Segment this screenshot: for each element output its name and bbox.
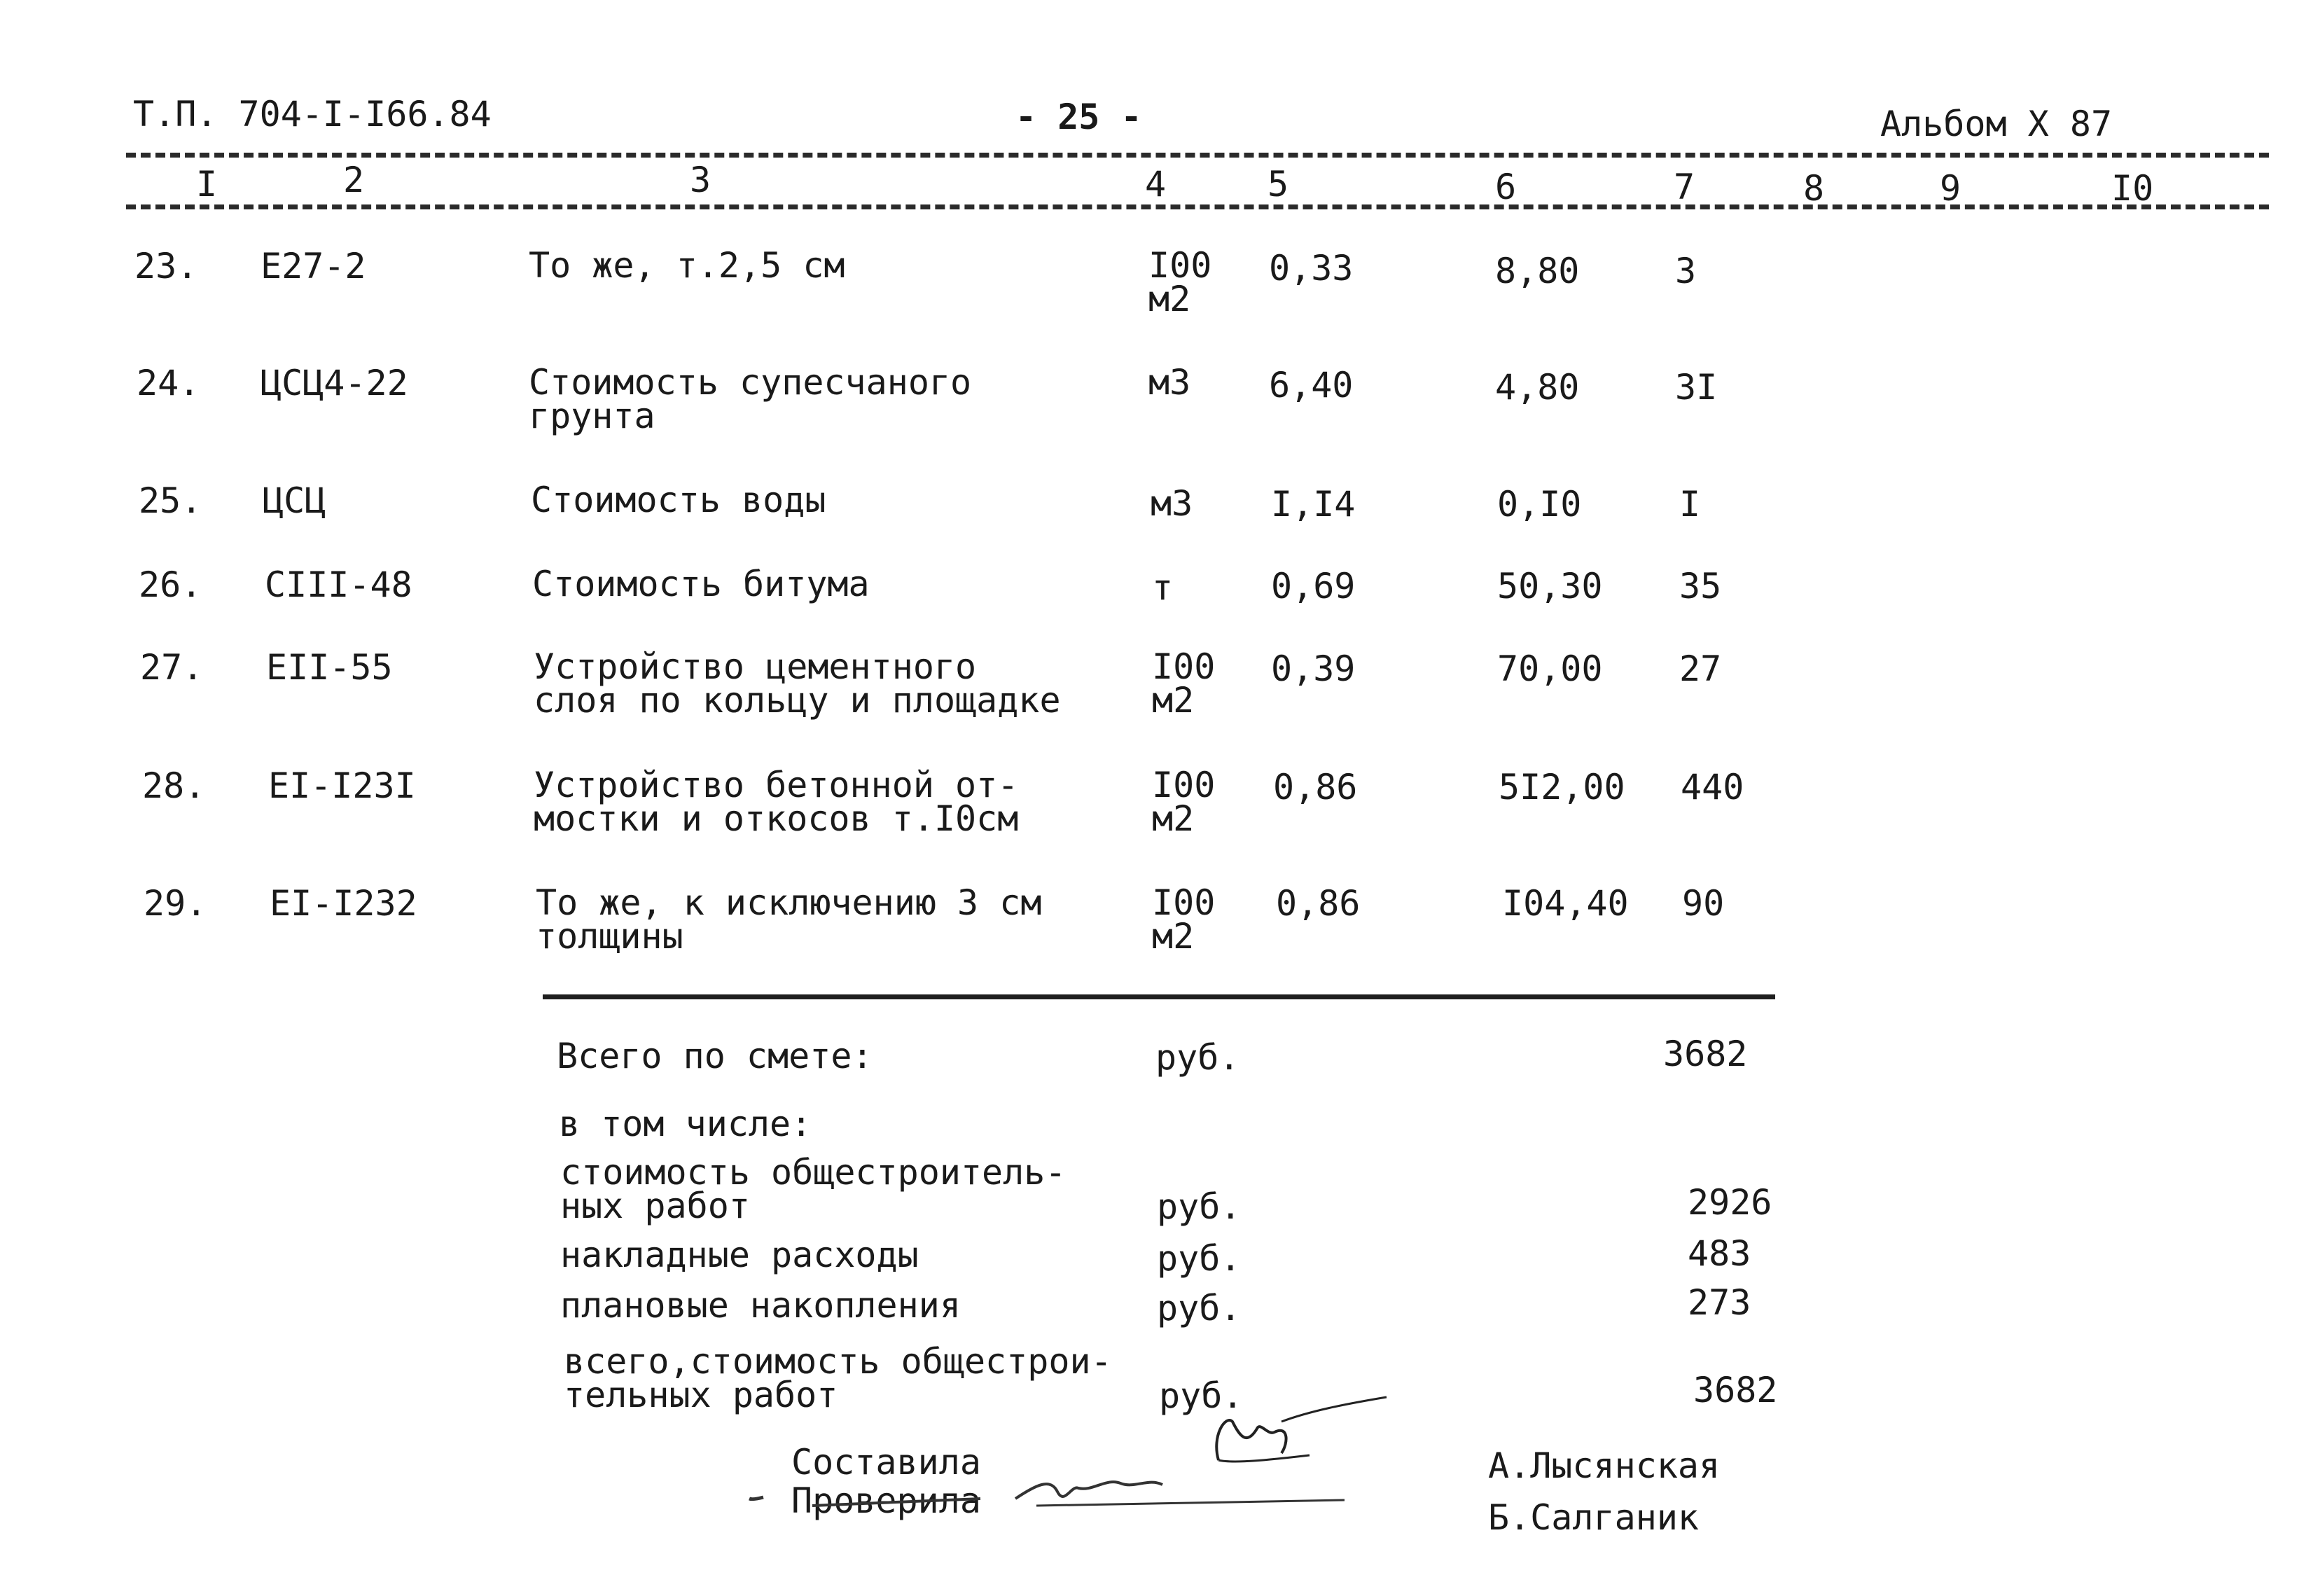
row-number: 26. (139, 564, 202, 605)
unit: I00 м2 (1152, 646, 1216, 721)
summary-item-label: накладные расходы (560, 1235, 919, 1275)
summary-item-label: всего,стоимость общестрои- тельных работ (564, 1341, 1112, 1415)
row-number: 23. (134, 246, 198, 286)
column-number: 2 (343, 160, 365, 200)
rate-code: E27-2 (261, 246, 366, 286)
column-number: 7 (1674, 167, 1695, 207)
quantity: 0,33 (1269, 248, 1354, 289)
checked-by-label: Проверила (791, 1480, 981, 1521)
row-number: 25. (139, 480, 202, 521)
row-number: 27. (140, 647, 204, 688)
total-cost: 440 (1681, 767, 1744, 807)
header-divider-top (126, 153, 2269, 158)
column-number: 8 (1803, 168, 1825, 209)
work-description: Стоимость битума (532, 564, 870, 604)
quantity: 0,86 (1276, 883, 1361, 924)
unit-price: 70,00 (1497, 648, 1603, 689)
column-number: I (196, 164, 218, 204)
total-cost: 3I (1675, 367, 1718, 408)
summary-item-value: 2926 (1688, 1182, 1772, 1223)
quantity: I,I4 (1271, 484, 1356, 525)
rate-code: EI-I232 (270, 883, 417, 924)
column-number: 9 (1940, 168, 1961, 209)
column-number: I0 (2111, 168, 2154, 209)
unit-price: 4,80 (1495, 367, 1580, 408)
quantity: 0,39 (1271, 648, 1356, 689)
summary-item-value: 3682 (1693, 1370, 1778, 1410)
work-description: Стоимость супесчаного грунта (529, 362, 972, 436)
page-number: - 25 - (1015, 97, 1142, 137)
unit: м3 (1151, 483, 1193, 524)
total-cost: 35 (1679, 566, 1722, 606)
rate-code: ЦСЦ (263, 480, 326, 521)
row-number: 29. (144, 883, 207, 924)
checked-by-name: Б.Салганик (1488, 1497, 1700, 1538)
unit-price: 5I2,00 (1499, 767, 1625, 807)
work-description: То же, к исключению 3 см толщины (536, 882, 1042, 957)
summary-item-label: плановые накопления (560, 1285, 961, 1326)
unit-price: 50,30 (1497, 566, 1603, 606)
total-cost: 27 (1679, 648, 1722, 689)
summary-item-unit: руб. (1157, 1186, 1242, 1227)
column-number: 6 (1495, 167, 1517, 207)
unit: I00 м2 (1148, 245, 1212, 319)
summary-item-value: 273 (1688, 1282, 1751, 1323)
summary-including-label: в том числе: (559, 1104, 812, 1144)
quantity: 6,40 (1269, 365, 1354, 405)
header-divider-bottom (126, 204, 2269, 209)
summary-item-label: стоимость общестроитель- ных работ (560, 1152, 1067, 1226)
summary-item-value: 483 (1688, 1233, 1751, 1274)
unit: т (1152, 567, 1174, 608)
summary-item-unit: руб. (1159, 1375, 1244, 1416)
summary-total-label: Всего по смете: (557, 1036, 873, 1076)
total-cost: 90 (1682, 883, 1725, 924)
unit-price: I04,40 (1502, 883, 1629, 924)
row-number: 28. (142, 765, 206, 806)
summary-total-value: 3682 (1663, 1034, 1748, 1074)
unit-price: 8,80 (1495, 251, 1580, 291)
summary-total-unit: руб. (1155, 1037, 1240, 1078)
unit: м3 (1148, 362, 1191, 403)
quantity: 0,69 (1271, 566, 1356, 606)
summary-rule (543, 994, 1775, 999)
rate-code: EII-55 (266, 647, 393, 688)
unit: I00 м2 (1152, 765, 1216, 839)
album-label: Альбом X 87 (1880, 104, 2113, 144)
work-description: Стоимость воды (531, 480, 826, 520)
unit: I00 м2 (1152, 882, 1216, 957)
handwritten-signature (728, 1394, 1401, 1534)
work-description: Устройство бетонной от- мостки и откосов т.I0см (534, 765, 1019, 839)
column-number: 3 (690, 160, 711, 200)
compiled-by-label: Составила (791, 1442, 981, 1483)
document-reference: Т.П. 704-I-I66.84 (133, 94, 492, 134)
summary-item-unit: руб. (1157, 1288, 1242, 1328)
total-cost: I (1679, 484, 1701, 525)
total-cost: 3 (1675, 251, 1697, 291)
row-number: 24. (137, 363, 200, 403)
work-description: Устройство цементного слоя по кольцу и площадке (534, 646, 1061, 721)
rate-code: ЦСЦ4-22 (261, 363, 408, 403)
quantity: 0,86 (1273, 767, 1358, 807)
work-description: То же, т.2,5 см (529, 245, 845, 286)
rate-code: EI-I23I (268, 765, 416, 806)
column-number: 5 (1267, 164, 1289, 204)
rate-code: CIII-48 (265, 564, 412, 605)
column-number: 4 (1145, 164, 1167, 204)
unit-price: 0,I0 (1497, 484, 1582, 525)
summary-item-unit: руб. (1157, 1238, 1242, 1279)
compiled-by-name: А.Лысянская (1488, 1445, 1721, 1486)
